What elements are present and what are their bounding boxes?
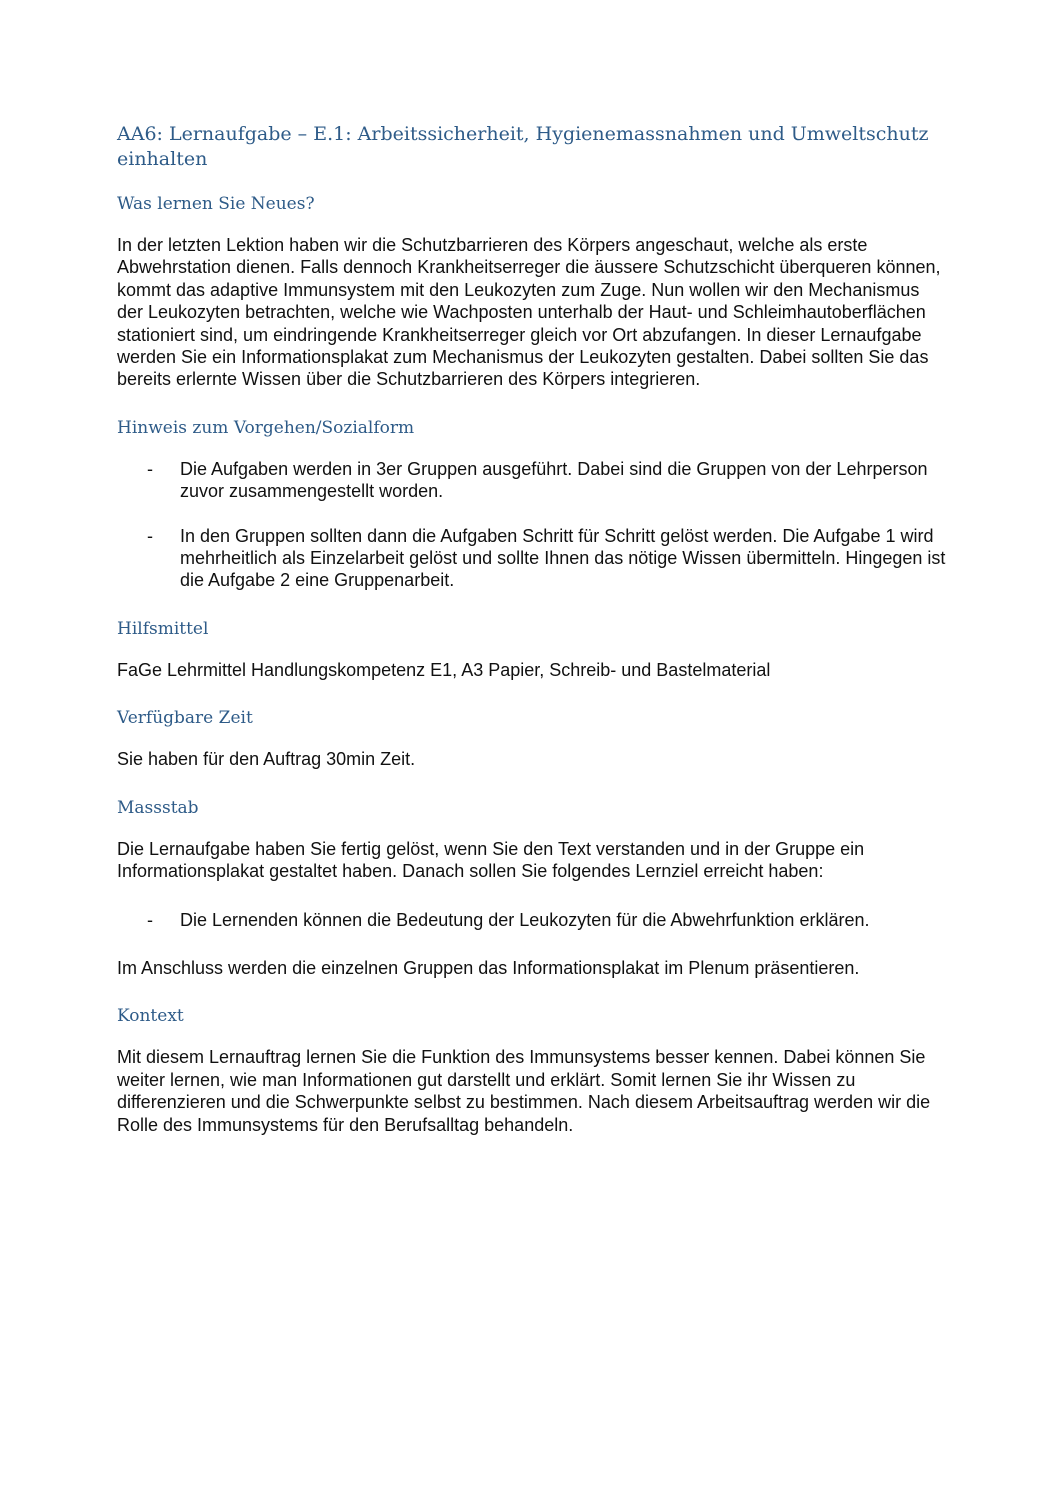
heading-kontext: Kontext [117, 1006, 184, 1027]
paragraph-kontext: Mit diesem Lernauftrag lernen Sie die Funktion des Immunsystems besser kennen. Dabei können Sie weiter lernen, wie man Informationen gut darstellt und erklärt. Somit lernen Sie ihr Wissen zu differenzieren und die Schwerpunkte selbst zu bestimmen. Nach diesem Arbeitsauftrag werden wir die Rolle des Immunsystems für den Berufsalltag behandeln. [117, 1047, 931, 1135]
list-dash-marker: - [147, 525, 153, 546]
heading-verfuegbare-zeit: Verfügbare Zeit [117, 708, 253, 729]
paragraph-was-lernen-sie-neues: In der letzten Lektion haben wir die Schutzbarrieren des Körpers angeschaut, welche als erste Abwehrstation dienen. Falls dennoch Krankheitserreger die äussere Schutzschicht überqueren können, kommt das adaptive Immunsystem mit den Leukozyten zum Zuge. Nun wollen wir den Mechanismus der Leukozyten betrachten, welche wie Wachposten unterhalb der Haut- und Schleimhautoberflächen stationiert sind, um eindringende Krankheitserreger gleich vor Ort abzufangen. In dieser Lernaufgabe werden Sie ein Informationsplakat zum Mechanismus der Leukozyten gestalten. Dabei sollten Sie das bereits erlernte Wissen über die Schutzbarrieren des Körpers integrieren. [117, 235, 941, 390]
list-item-text: Die Lernenden können die Bedeutung der Leukozyten für die Abwehrfunktion erklären. [180, 909, 870, 930]
list-item [117, 525, 947, 592]
paragraph-hilfsmittel: FaGe Lehrmittel Handlungskompetenz E1, A3 Papier, Schreib- und Bastelmaterial [117, 659, 771, 680]
document-page [117, 122, 947, 1162]
heading-hilfsmittel: Hilfsmittel [117, 618, 209, 639]
list-hinweis-vorgehen [117, 458, 947, 592]
list-item-text: In den Gruppen sollten dann die Aufgaben Schritt für Schritt gelöst werden. Die Aufgabe 1 wird mehrheitlich als Einzelarbeit gelöst und sollte Ihnen das nötige Wissen übermitteln. Hingegen ist die Aufgabe 2 eine Gruppenarbeit. [180, 525, 946, 591]
paragraph-verfuegbare-zeit: Sie haben für den Auftrag 30min Zeit. [117, 749, 416, 770]
heading-hinweis-vorgehen: Hinweis zum Vorgehen/Sozialform [117, 417, 415, 438]
document-title: AA6: Lernaufgabe – E.1: Arbeitssicherheit, Hygienemassnahmen und Umweltschutz einhalten [117, 123, 929, 170]
heading-massstab: Massstab [117, 797, 199, 818]
list-item-text: Die Aufgaben werden in 3er Gruppen ausgeführt. Dabei sind die Gruppen von der Lehrperson zuvor zusammengestellt worden. [180, 458, 928, 502]
list-massstab [117, 909, 947, 931]
list-item [117, 458, 947, 503]
list-item [117, 909, 947, 931]
paragraph-massstab-anschluss: Im Anschluss werden die einzelnen Gruppen das Informationsplakat im Plenum präsentieren. [117, 957, 860, 978]
paragraph-massstab: Die Lernaufgabe haben Sie fertig gelöst, wenn Sie den Text verstanden und in der Gruppe ein Informationsplakat gestaltet haben. Danach sollen Sie folgendes Lernziel erreicht haben: [117, 838, 865, 882]
heading-was-lernen-sie-neues: Was lernen Sie Neues? [117, 194, 315, 214]
list-dash-marker: - [147, 909, 153, 930]
list-dash-marker: - [147, 458, 153, 479]
